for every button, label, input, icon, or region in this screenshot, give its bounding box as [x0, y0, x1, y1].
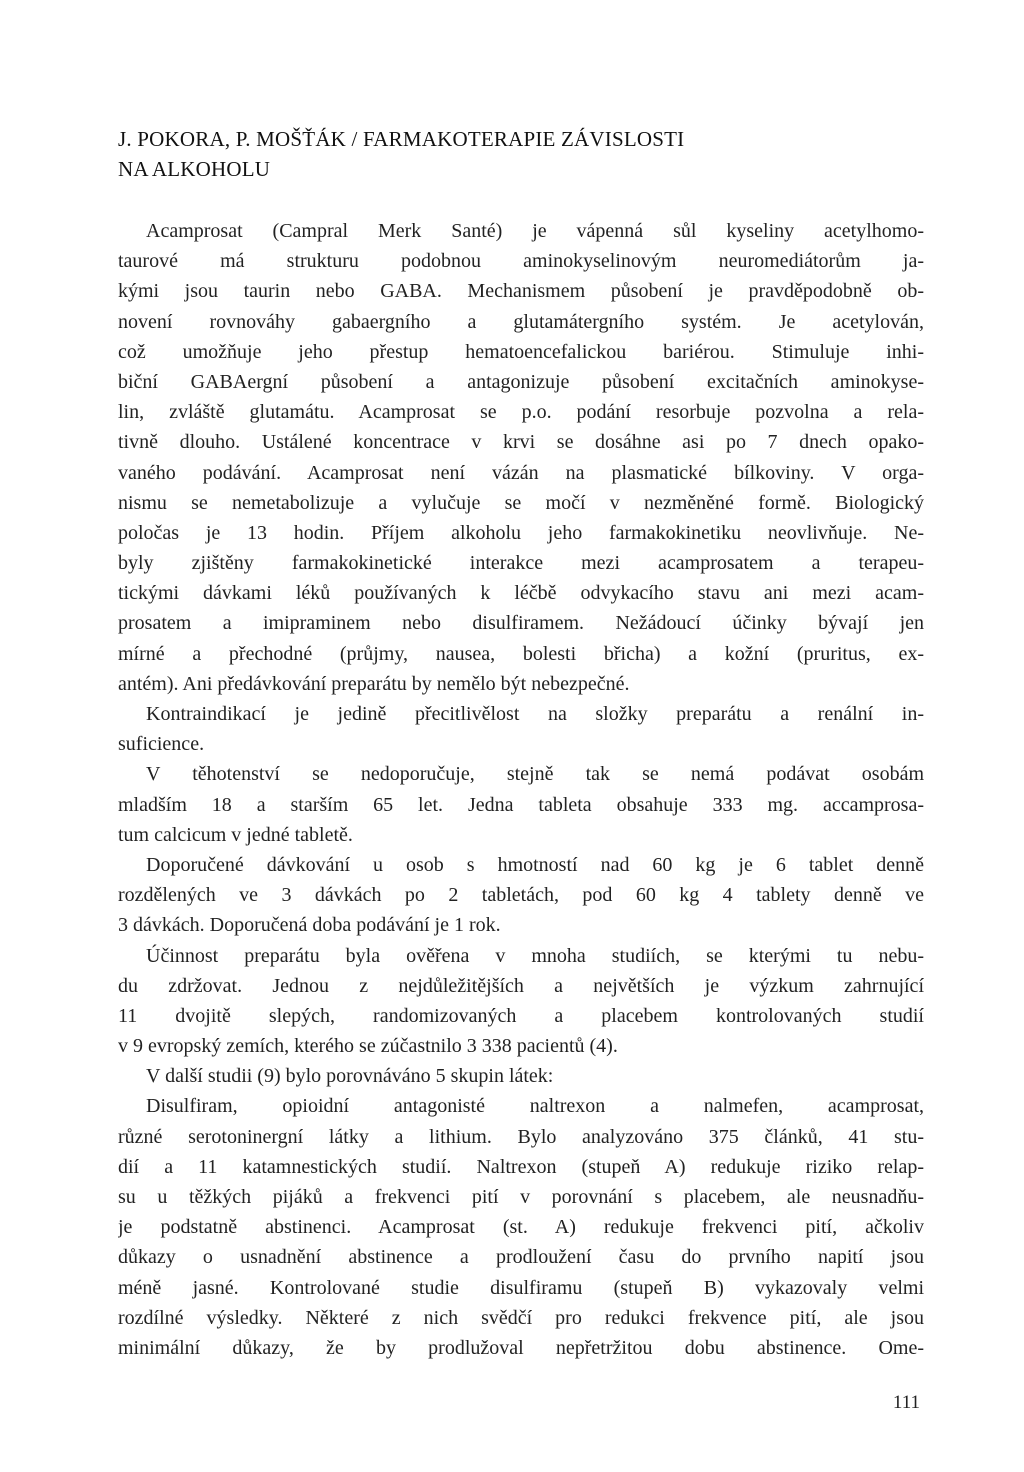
text-line: je podstatně abstinenci. Acamprosat (st. A) redukuje frekvenci pití, ačkoliv	[118, 1216, 924, 1239]
text-line: méně jasné. Kontrolované studie disulfiramu (stupeň B) vykazovaly velmi	[118, 1276, 924, 1299]
body-text	[118, 216, 924, 1363]
text-line: suficience.	[118, 733, 205, 756]
header-line-2: NA ALKOHOLU	[118, 157, 271, 181]
text-line: du zdržovat. Jednou z nejdůležitějších a největších je výzkum zahrnující	[118, 974, 924, 997]
text-line: důkazy o usnadnění abstinence a prodloužení času do prvního napití jsou	[118, 1246, 924, 1269]
text-line: V další studii (9) bylo porovnáváno 5 skupin látek:	[146, 1065, 554, 1088]
text-line: tickými dávkami léků používaných k léčbě odvykacího stavu ani mezi acam-	[118, 582, 924, 605]
text-line: rozdílné výsledky. Některé z nich svědčí pro redukci frekvence pití, ale jsou	[118, 1306, 924, 1329]
text-line: V těhotenství se nedoporučuje, stejně tak se nemá podávat osobám	[146, 763, 924, 786]
text-line: tum calcicum v jedné tabletě.	[118, 823, 353, 846]
text-line: mírné a přechodné (průjmy, nausea, bolesti břicha) a kožní (pruritus, ex-	[118, 642, 924, 665]
text-line: což umožňuje jeho přestup hematoencefalickou bariérou. Stimuluje inhi-	[118, 340, 924, 363]
text-line: Účinnost preparátu byla ověřena v mnoha studiích, se kterými tu nebu-	[146, 944, 924, 967]
text-line: kými jsou taurin nebo GABA. Mechanismem působení je pravděpodobně ob-	[118, 280, 924, 303]
text-line: minimální důkazy, že by prodlužoval nepřetržitou dobu abstinence. Ome-	[118, 1336, 924, 1359]
text-line: poločas je 13 hodin. Příjem alkoholu jeho farmakokinetiku neovlivňuje. Ne-	[118, 521, 924, 544]
text-line: v 9 evropský zemích, kterého se zúčastnilo 3 338 pacientů (4).	[118, 1035, 618, 1058]
text-line: su u těžkých pijáků a frekvenci pití v porovnání s placebem, ale neusnadňu-	[118, 1186, 924, 1208]
text-line: tivně dlouho. Ustálené koncentrace v krvi se dosáhne asi po 7 dnech opako-	[118, 431, 924, 454]
text-line: antém). Ani předávkování preparátu by nemělo být nebezpečné.	[118, 672, 630, 695]
text-line: vaného podávání. Acamprosat není vázán na plasmatické bílkoviny. V orga-	[118, 461, 924, 484]
article-header	[118, 124, 918, 184]
text-line: rozdělených ve 3 dávkách po 2 tabletách, pod 60 kg 4 tablety denně ve	[118, 884, 924, 907]
text-line: taurové má strukturu podobnou aminokyselinovým neuromediátorům ja-	[118, 250, 924, 273]
text-line: dií a 11 katamnestických studií. Naltrexon (stupeň A) redukuje riziko relap-	[118, 1155, 924, 1178]
text-line: nismu se nemetabolizuje a vylučuje se močí v nezměněné formě. Biologický	[118, 491, 924, 514]
text-line: 3 dávkách. Doporučená doba podávání je 1 rok.	[118, 914, 501, 937]
text-line: prosatem a imipraminem nebo disulfiramem. Nežádoucí účinky bývají jen	[118, 612, 924, 635]
header-line-1: J. POKORA, P. MOŠŤÁK / FARMAKOTERAPIE ZÁVISLOSTI	[118, 127, 685, 151]
text-line: Acamprosat (Campral Merk Santé) je vápenná sůl kyseliny acetylhomo-	[146, 220, 924, 242]
text-line: různé serotoninergní látky a lithium. Bylo analyzováno 375 článků, 41 stu-	[118, 1125, 924, 1148]
text-line: byly zjištěny farmakokinetické interakce mezi acamprosatem a terapeu-	[118, 552, 924, 575]
text-line: Doporučené dávkování u osob s hmotností nad 60 kg je 6 tablet denně	[146, 853, 924, 876]
text-line: lin, zvláště glutamátu. Acamprosat se p.o. podání resorbuje pozvolna a rela-	[118, 401, 924, 424]
text-line: Disulfiram, opioidní antagonisté naltrexon a nalmefen, acamprosat,	[146, 1095, 924, 1118]
text-line: Kontraindikací je jedině přecitlivělost na složky preparátu a renální in-	[146, 703, 924, 725]
text-line: biční GABAergní působení a antagonizuje působení excitačních aminokyse-	[118, 370, 924, 393]
text-line: 11 dvojitě slepých, randomizovaných a placebem kontrolovaných studií	[118, 1004, 924, 1027]
page-number: 111	[892, 1392, 920, 1413]
text-line: mladším 18 a starším 65 let. Jedna tableta obsahuje 333 mg. accamprosa-	[118, 793, 924, 816]
text-line: novení rovnováhy gabaergního a glutamátergního systém. Je acetylován,	[118, 310, 924, 333]
